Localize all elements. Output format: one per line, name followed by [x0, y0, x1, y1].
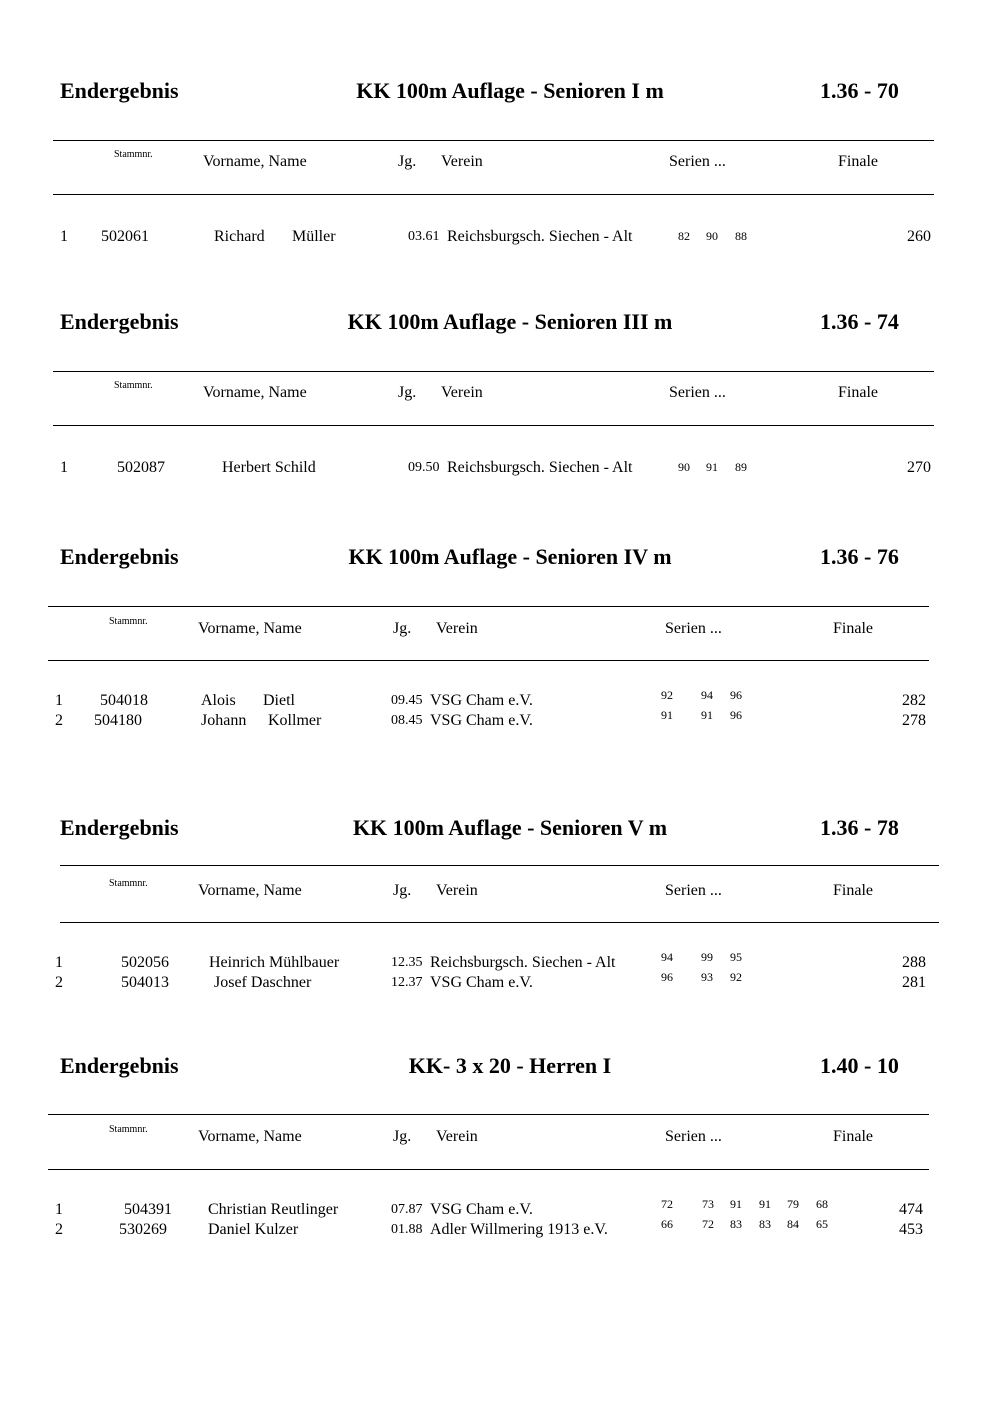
stammnr: 502061: [101, 228, 149, 245]
finale-value: 474: [899, 1201, 923, 1218]
rank: 1: [60, 459, 68, 476]
jahrgang: 12.35: [391, 955, 423, 970]
serie-value: 89: [735, 460, 747, 474]
column-header-finale: Finale: [838, 384, 878, 401]
header-rule-bottom: [48, 660, 929, 661]
serie-value: 91: [759, 1197, 771, 1211]
serie-value: 83: [730, 1217, 742, 1231]
table-row: [0, 708, 1000, 732]
verein: VSG Cham e.V.: [430, 974, 533, 991]
header-rule-top: [53, 140, 934, 141]
serie-value: 96: [730, 708, 742, 722]
verein: VSG Cham e.V.: [430, 692, 533, 709]
section-header: [0, 815, 1000, 845]
column-header-serien: Serien ...: [669, 153, 726, 170]
column-header-jg: Jg.: [393, 1128, 412, 1145]
vorname: Daniel Kulzer: [208, 1221, 299, 1238]
finale-value: 453: [899, 1221, 923, 1238]
table-row: [0, 970, 1000, 994]
discipline-title: KK 100m Auflage - Senioren V m: [352, 815, 668, 840]
section-header: [0, 309, 1000, 339]
table-row: [0, 1197, 1000, 1221]
serie-value: 73: [702, 1197, 714, 1211]
column-header-finale: Finale: [833, 620, 873, 637]
discipline-title: KK 100m Auflage - Senioren IV m: [348, 544, 672, 569]
discipline-code: 1.36 - 74: [820, 309, 899, 334]
vorname: Josef Daschner: [214, 974, 312, 991]
header-rule-bottom: [53, 425, 934, 426]
section-header: [0, 1053, 1000, 1083]
column-header-name: Vorname, Name: [198, 882, 302, 899]
finale-value: 281: [902, 974, 926, 991]
serie-value: 91: [701, 708, 713, 722]
nachname: Kollmer: [268, 712, 322, 729]
result-title: Endergebnis: [60, 544, 179, 569]
stammnr: 504013: [121, 974, 169, 991]
nachname: Dietl: [263, 692, 295, 709]
serie-value: 65: [816, 1217, 828, 1231]
column-header-stammnr: Stammnr.: [109, 878, 148, 889]
table-row: [0, 688, 1000, 712]
column-header-verein: Verein: [436, 1128, 478, 1145]
jahrgang: 09.45: [391, 693, 423, 708]
header-rule-bottom: [60, 922, 939, 923]
rank: 1: [55, 692, 63, 709]
verein: VSG Cham e.V.: [430, 712, 533, 729]
stammnr: 504391: [124, 1201, 172, 1218]
verein: Adler Willmering 1913 e.V.: [430, 1221, 608, 1238]
serie-value: 68: [816, 1197, 828, 1211]
result-title: Endergebnis: [60, 1053, 179, 1078]
column-header-verein: Verein: [441, 153, 483, 170]
column-header-stammnr: Stammnr.: [109, 1124, 148, 1135]
discipline-title: KK 100m Auflage - Senioren I m: [356, 78, 664, 103]
vorname: Alois: [201, 692, 236, 709]
column-header-jg: Jg.: [393, 882, 412, 899]
finale-value: 278: [902, 712, 926, 729]
serie-value: 90: [706, 229, 718, 243]
jahrgang: 01.88: [391, 1222, 423, 1237]
vorname: Richard: [214, 228, 265, 245]
jahrgang: 09.50: [408, 460, 440, 475]
column-header-verein: Verein: [436, 620, 478, 637]
column-header-name: Vorname, Name: [203, 153, 307, 170]
jahrgang: 08.45: [391, 713, 423, 728]
result-title: Endergebnis: [60, 309, 179, 334]
serie-value: 92: [730, 970, 742, 984]
rank: 2: [55, 1221, 63, 1238]
serie-value: 94: [701, 688, 713, 702]
nachname: Müller: [292, 228, 336, 245]
section-header: [0, 544, 1000, 574]
vorname: Christian Reutlinger: [208, 1201, 339, 1218]
serie-value: 96: [661, 970, 673, 984]
result-title: Endergebnis: [60, 815, 179, 840]
column-header-stammnr: Stammnr.: [109, 616, 148, 627]
vorname: Heinrich Mühlbauer: [209, 954, 340, 971]
table-row: [0, 228, 1000, 248]
column-header-jg: Jg.: [398, 384, 417, 401]
stammnr: 502056: [121, 954, 169, 971]
column-header-serien: Serien ...: [665, 1128, 722, 1145]
rank: 2: [55, 974, 63, 991]
table-row: [0, 1217, 1000, 1241]
serie-value: 91: [661, 708, 673, 722]
rank: 1: [55, 1201, 63, 1218]
table-row: [0, 950, 1000, 974]
column-header-verein: Verein: [436, 882, 478, 899]
table-row: [0, 459, 1000, 479]
header-rule-top: [48, 1114, 929, 1115]
rank: 2: [55, 712, 63, 729]
serie-value: 83: [759, 1217, 771, 1231]
header-rule-top: [60, 865, 939, 866]
finale-value: 282: [902, 692, 926, 709]
serie-value: 96: [730, 688, 742, 702]
discipline-code: 1.36 - 76: [820, 544, 899, 569]
header-rule-bottom: [48, 1169, 929, 1170]
serie-value: 91: [706, 460, 718, 474]
verein: Reichsburgsch. Siechen - Alt: [447, 228, 633, 245]
stammnr: 504018: [100, 692, 148, 709]
vorname: Herbert Schild: [222, 459, 316, 476]
rank: 1: [55, 954, 63, 971]
column-header-stammnr: Stammnr.: [114, 380, 153, 391]
column-header-finale: Finale: [833, 1128, 873, 1145]
serie-value: 72: [661, 1197, 673, 1211]
header-rule-top: [53, 371, 934, 372]
serie-value: 66: [661, 1217, 673, 1231]
stammnr: 502087: [117, 459, 165, 476]
column-header-verein: Verein: [441, 384, 483, 401]
rank: 1: [60, 228, 68, 245]
column-header-finale: Finale: [838, 153, 878, 170]
serie-value: 82: [678, 229, 690, 243]
discipline-code: 1.40 - 10: [820, 1053, 899, 1078]
column-header-serien: Serien ...: [665, 620, 722, 637]
jahrgang: 07.87: [391, 1202, 423, 1217]
column-header-jg: Jg.: [393, 620, 412, 637]
serie-value: 79: [787, 1197, 799, 1211]
header-rule-bottom: [53, 194, 934, 195]
column-header-serien: Serien ...: [669, 384, 726, 401]
verein: VSG Cham e.V.: [430, 1201, 533, 1218]
serie-value: 88: [735, 229, 747, 243]
verein: Reichsburgsch. Siechen - Alt: [447, 459, 633, 476]
finale-value: 288: [902, 954, 926, 971]
jahrgang: 12.37: [391, 975, 423, 990]
result-title: Endergebnis: [60, 78, 179, 103]
serie-value: 94: [661, 950, 673, 964]
column-header-name: Vorname, Name: [198, 620, 302, 637]
serie-value: 93: [701, 970, 713, 984]
vorname: Johann: [201, 712, 247, 729]
serie-value: 84: [787, 1217, 799, 1231]
serie-value: 92: [661, 688, 673, 702]
serie-value: 91: [730, 1197, 742, 1211]
finale-value: 270: [907, 459, 931, 476]
stammnr: 504180: [94, 712, 142, 729]
column-header-name: Vorname, Name: [198, 1128, 302, 1145]
jahrgang: 03.61: [408, 229, 440, 244]
serie-value: 72: [702, 1217, 714, 1231]
column-header-name: Vorname, Name: [203, 384, 307, 401]
column-header-finale: Finale: [833, 882, 873, 899]
discipline-code: 1.36 - 70: [820, 78, 899, 103]
serie-value: 95: [730, 950, 742, 964]
finale-value: 260: [907, 228, 931, 245]
stammnr: 530269: [119, 1221, 167, 1238]
verein: Reichsburgsch. Siechen - Alt: [430, 954, 616, 971]
discipline-title: KK- 3 x 20 - Herren I: [408, 1053, 612, 1078]
section-header: [0, 78, 1000, 108]
discipline-code: 1.36 - 78: [820, 815, 899, 840]
discipline-title: KK 100m Auflage - Senioren III m: [347, 309, 673, 334]
serie-value: 90: [678, 460, 690, 474]
header-rule-top: [48, 606, 929, 607]
column-header-stammnr: Stammnr.: [114, 149, 153, 160]
serie-value: 99: [701, 950, 713, 964]
column-header-jg: Jg.: [398, 153, 417, 170]
column-header-serien: Serien ...: [665, 882, 722, 899]
